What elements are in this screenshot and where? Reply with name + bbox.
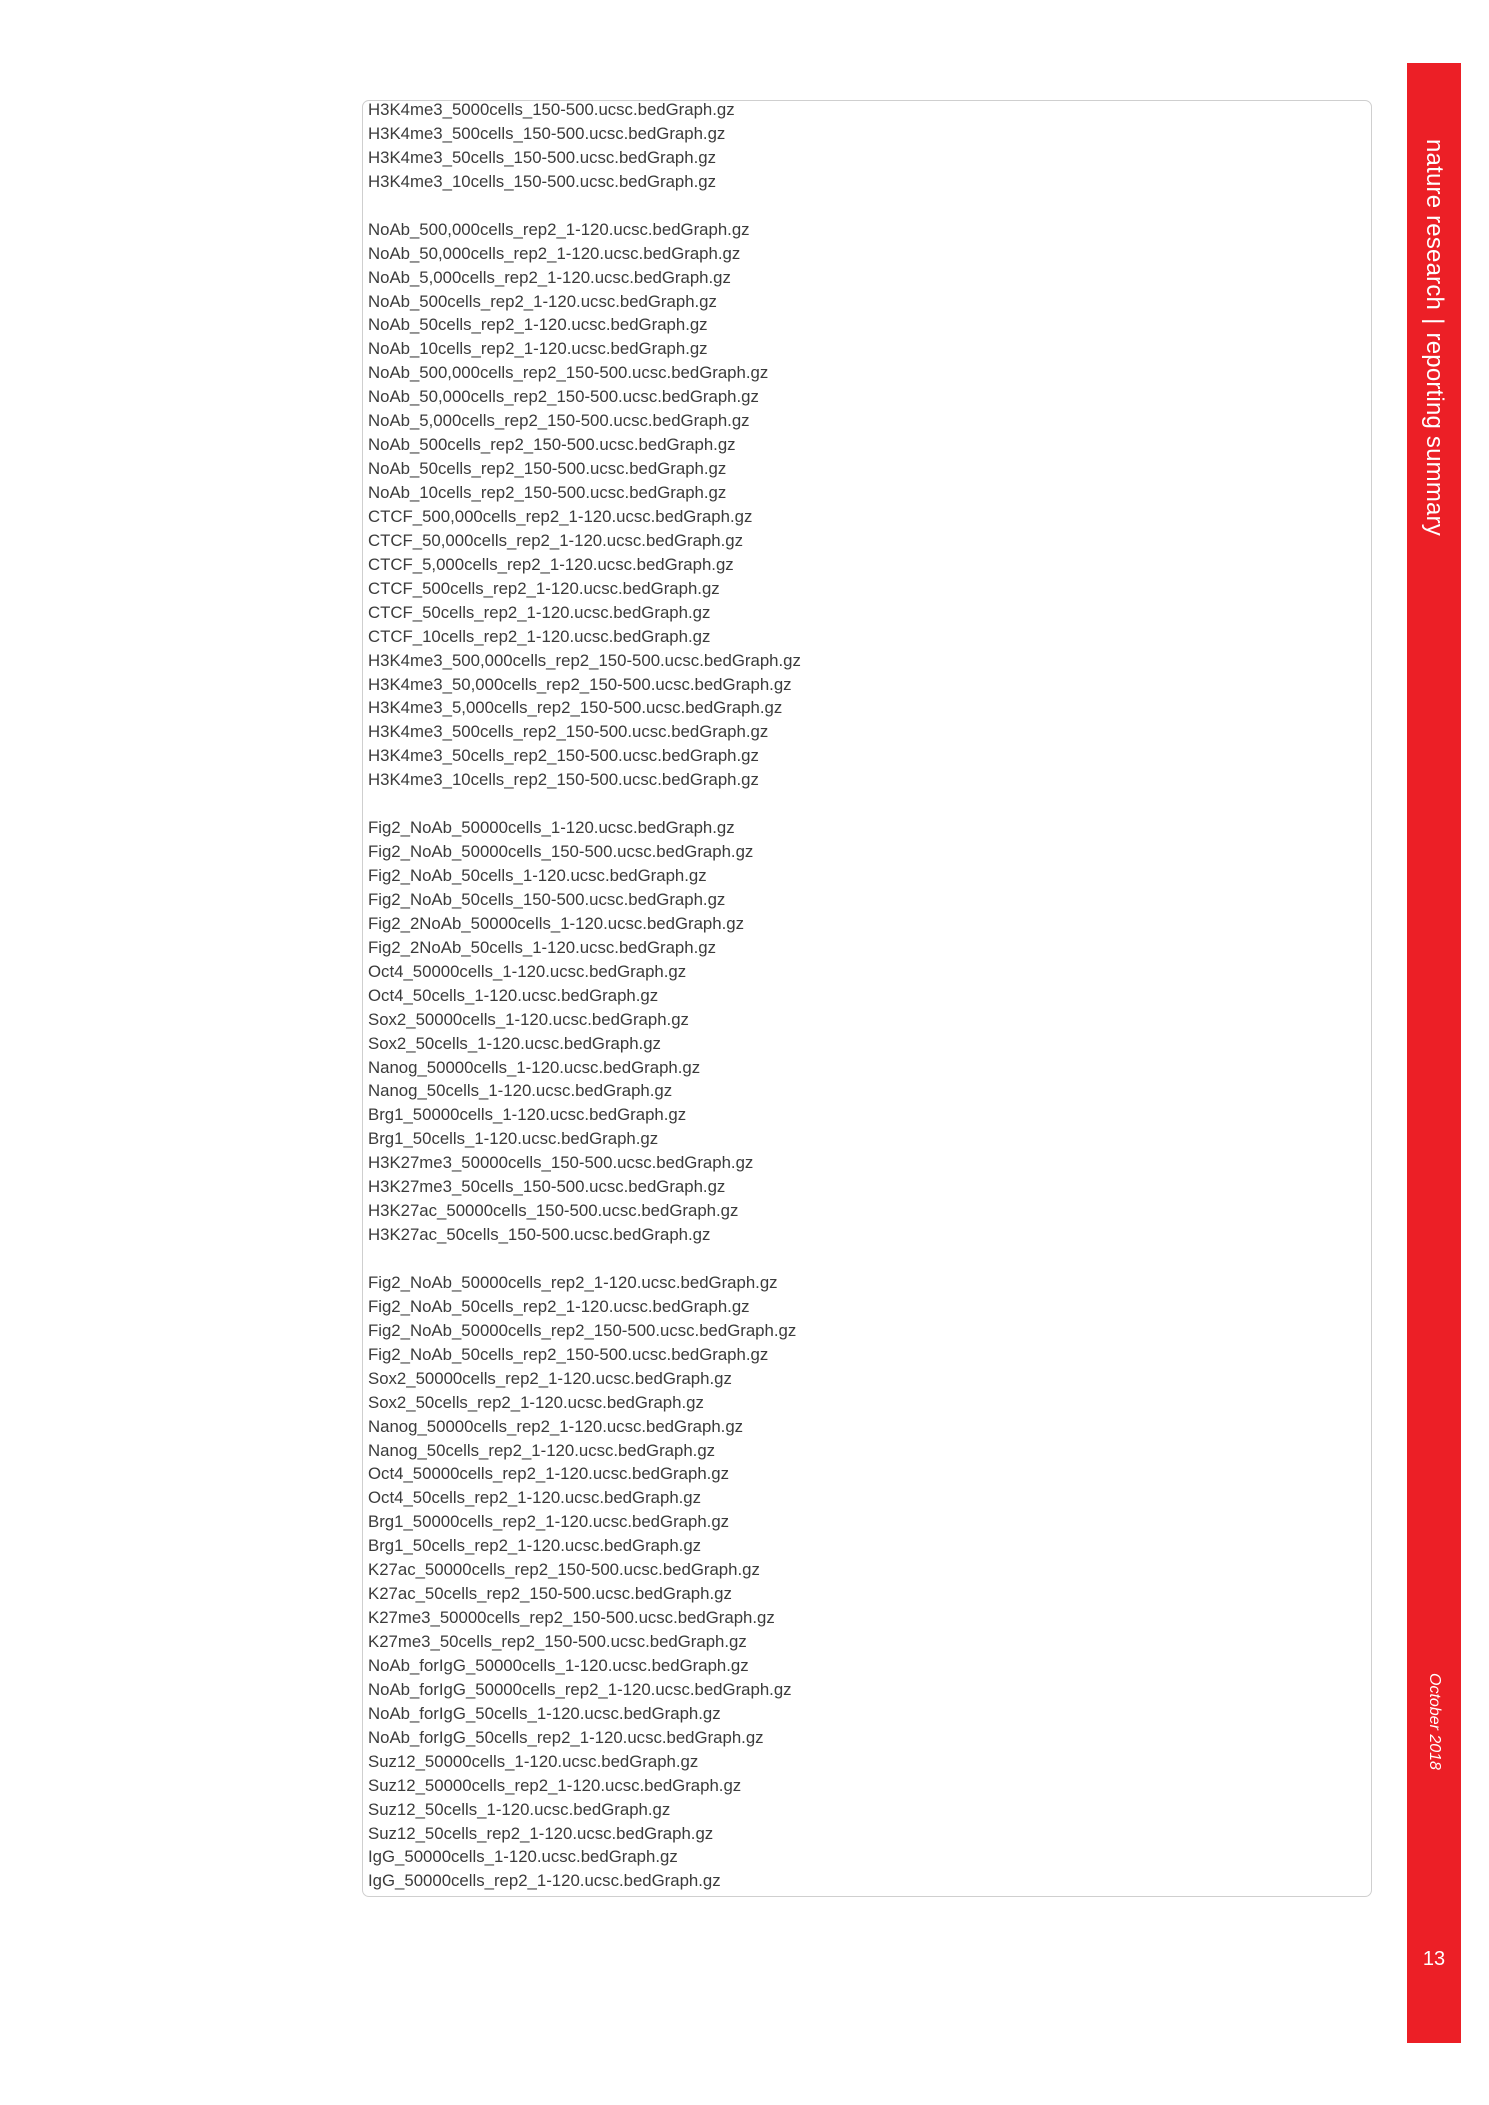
file-list-item: CTCF_50cells_rep2_1-120.ucsc.bedGraph.gz (368, 602, 711, 622)
file-list-item: Nanog_50000cells_1-120.ucsc.bedGraph.gz (368, 1057, 701, 1077)
file-list-item: Suz12_50000cells_1-120.ucsc.bedGraph.gz (368, 1751, 699, 1771)
file-list-item: Oct4_50000cells_1-120.ucsc.bedGraph.gz (368, 961, 687, 981)
file-list-item: Suz12_50cells_1-120.ucsc.bedGraph.gz (368, 1799, 671, 1819)
file-list-item: Fig2_NoAb_50cells_rep2_150-500.ucsc.bedGraph.gz (368, 1344, 769, 1364)
file-list-item: NoAb_10cells_rep2_150-500.ucsc.bedGraph.gz (368, 483, 727, 502)
file-list-item: NoAb_500,000cells_rep2_1-120.ucsc.bedGraph.gz (368, 219, 750, 239)
file-list-item: H3K4me3_5,000cells_rep2_150-500.ucsc.bedGraph.gz (368, 698, 783, 718)
file-list-item: H3K4me3_50cells_rep2_150-500.ucsc.bedGraph.gz (368, 746, 759, 766)
file-list-item: Fig2_NoAb_50000cells_1-120.ucsc.bedGraph.gz (368, 818, 735, 838)
list-spacer (368, 792, 801, 816)
file-list-item: Oct4_50cells_rep2_1-120.ucsc.bedGraph.gz (368, 1488, 702, 1508)
file-list-item: NoAb_50,000cells_rep2_150-500.ucsc.bedGraph.gz (368, 387, 759, 407)
file-list-item: NoAb_50cells_rep2_150-500.ucsc.bedGraph.gz (368, 459, 727, 479)
file-list-item: H3K4me3_10cells_150-500.ucsc.bedGraph.gz (368, 171, 716, 191)
file-list-item: CTCF_50,000cells_rep2_1-120.ucsc.bedGraph.gz (368, 530, 743, 550)
file-list-item: H3K4me3_10cells_rep2_150-500.ucsc.bedGraph.gz (368, 770, 759, 790)
file-list-item: Nanog_50000cells_rep2_1-120.ucsc.bedGraph.gz (368, 1416, 744, 1436)
file-list-item: Brg1_50000cells_1-120.ucsc.bedGraph.gz (368, 1105, 687, 1125)
section-name: reporting summary (1421, 332, 1448, 536)
file-list-item: H3K4me3_500cells_rep2_150-500.ucsc.bedGraph.gz (368, 722, 769, 742)
file-list-item: H3K27ac_50000cells_150-500.ucsc.bedGraph.gz (368, 1201, 739, 1221)
list-spacer (368, 194, 801, 218)
file-list-item: K27ac_50cells_rep2_150-500.ucsc.bedGraph.gz (368, 1584, 732, 1604)
document-date: October 2018 (1426, 1673, 1443, 1770)
file-list-item: NoAb_5,000cells_rep2_150-500.ucsc.bedGraph.gz (368, 411, 750, 431)
file-list-item: CTCF_10cells_rep2_1-120.ucsc.bedGraph.gz (368, 626, 711, 646)
file-list-item: Oct4_50000cells_rep2_1-120.ucsc.bedGraph.gz (368, 1464, 730, 1484)
file-list-item: Fig2_NoAb_50000cells_150-500.ucsc.bedGraph.gz (368, 842, 754, 862)
file-list-item: NoAb_50cells_rep2_1-120.ucsc.bedGraph.gz (368, 315, 708, 335)
title-separator: | (1421, 318, 1448, 325)
file-list-item: H3K27me3_50000cells_150-500.ucsc.bedGraph.gz (368, 1153, 754, 1173)
file-list-item: NoAb_forIgG_50cells_1-120.ucsc.bedGraph.gz (368, 1703, 721, 1723)
file-list-item: Suz12_50cells_rep2_1-120.ucsc.bedGraph.gz (368, 1823, 714, 1843)
file-list-item: K27me3_50000cells_rep2_150-500.ucsc.bedGraph.gz (368, 1608, 775, 1628)
file-list-item: Sox2_50cells_1-120.ucsc.bedGraph.gz (368, 1033, 661, 1053)
file-list-item: CTCF_500cells_rep2_1-120.ucsc.bedGraph.gz (368, 578, 720, 598)
file-list-item: Fig2_NoAb_50cells_150-500.ucsc.bedGraph.gz (368, 889, 726, 909)
file-list-item: Brg1_50cells_1-120.ucsc.bedGraph.gz (368, 1129, 659, 1149)
file-list-item: NoAb_forIgG_50000cells_1-120.ucsc.bedGraph.gz (368, 1655, 749, 1675)
file-list-item: Brg1_50cells_rep2_1-120.ucsc.bedGraph.gz (368, 1536, 702, 1556)
file-list-item: Fig2_NoAb_50000cells_rep2_1-120.ucsc.bedGraph.gz (368, 1272, 778, 1292)
list-spacer (368, 1247, 801, 1271)
file-list-item: CTCF_500,000cells_rep2_1-120.ucsc.bedGraph.gz (368, 506, 753, 526)
file-list-item: IgG_50000cells_1-120.ucsc.bedGraph.gz (368, 1847, 678, 1867)
page-number: 13 (1422, 1948, 1446, 1970)
file-list-item: Fig2_2NoAb_50000cells_1-120.ucsc.bedGraph.gz (368, 913, 744, 933)
file-list-item: H3K4me3_50cells_150-500.ucsc.bedGraph.gz (368, 147, 716, 167)
file-list-item: Brg1_50000cells_rep2_1-120.ucsc.bedGraph.gz (368, 1512, 730, 1532)
file-list-item: H3K4me3_5000cells_150-500.ucsc.bedGraph.gz (368, 100, 735, 119)
file-list-item: NoAb_forIgG_50000cells_rep2_1-120.ucsc.bedGraph.gz (368, 1679, 792, 1699)
file-list-item: CTCF_5,000cells_rep2_1-120.ucsc.bedGraph.gz (368, 554, 734, 574)
sidebar-title (1420, 139, 1448, 536)
file-list-item: NoAb_forIgG_50cells_rep2_1-120.ucsc.bedGraph.gz (368, 1727, 764, 1747)
file-list-item: Sox2_50000cells_rep2_1-120.ucsc.bedGraph.gz (368, 1368, 732, 1388)
file-list-item: NoAb_500,000cells_rep2_150-500.ucsc.bedGraph.gz (368, 363, 769, 383)
report-sidebar (1407, 63, 1461, 2043)
file-list-item: NoAb_10cells_rep2_1-120.ucsc.bedGraph.gz (368, 339, 708, 359)
file-list-item: Nanog_50cells_rep2_1-120.ucsc.bedGraph.gz (368, 1440, 716, 1460)
file-list-item: NoAb_50,000cells_rep2_1-120.ucsc.bedGraph.gz (368, 243, 741, 263)
file-list-textbox[interactable] (362, 100, 1372, 1897)
file-list-item: Fig2_2NoAb_50cells_1-120.ucsc.bedGraph.gz (368, 937, 716, 957)
file-list-item: H3K27me3_50cells_150-500.ucsc.bedGraph.gz (368, 1177, 726, 1197)
file-list-item: Fig2_NoAb_50000cells_rep2_150-500.ucsc.bedGraph.gz (368, 1320, 797, 1340)
file-list-item: Fig2_NoAb_50cells_rep2_1-120.ucsc.bedGraph.gz (368, 1296, 750, 1316)
file-list-item: Suz12_50000cells_rep2_1-120.ucsc.bedGraph.gz (368, 1775, 742, 1795)
file-list-item: Nanog_50cells_1-120.ucsc.bedGraph.gz (368, 1081, 673, 1101)
file-list-item: H3K4me3_500cells_150-500.ucsc.bedGraph.gz (368, 123, 726, 143)
file-list (368, 100, 801, 1893)
file-list-item: Sox2_50cells_rep2_1-120.ucsc.bedGraph.gz (368, 1392, 704, 1412)
file-list-item: Oct4_50cells_1-120.ucsc.bedGraph.gz (368, 985, 659, 1005)
journal-name: nature research (1421, 139, 1448, 311)
file-list-item: Fig2_NoAb_50cells_1-120.ucsc.bedGraph.gz (368, 866, 707, 885)
file-list-item: NoAb_500cells_rep2_1-120.ucsc.bedGraph.gz (368, 291, 717, 311)
file-list-item: IgG_50000cells_rep2_1-120.ucsc.bedGraph.gz (368, 1871, 721, 1891)
file-list-item: H3K4me3_50,000cells_rep2_150-500.ucsc.bedGraph.gz (368, 674, 792, 694)
file-list-item: NoAb_5,000cells_rep2_1-120.ucsc.bedGraph.gz (368, 267, 731, 287)
file-list-item: H3K4me3_500,000cells_rep2_150-500.ucsc.bedGraph.gz (368, 650, 801, 670)
file-list-item: K27me3_50cells_rep2_150-500.ucsc.bedGraph.gz (368, 1632, 747, 1651)
file-list-item: H3K27ac_50cells_150-500.ucsc.bedGraph.gz (368, 1225, 711, 1245)
file-list-item: Sox2_50000cells_1-120.ucsc.bedGraph.gz (368, 1009, 689, 1029)
file-list-item: K27ac_50000cells_rep2_150-500.ucsc.bedGraph.gz (368, 1560, 760, 1580)
file-list-item: NoAb_500cells_rep2_150-500.ucsc.bedGraph.gz (368, 435, 736, 455)
